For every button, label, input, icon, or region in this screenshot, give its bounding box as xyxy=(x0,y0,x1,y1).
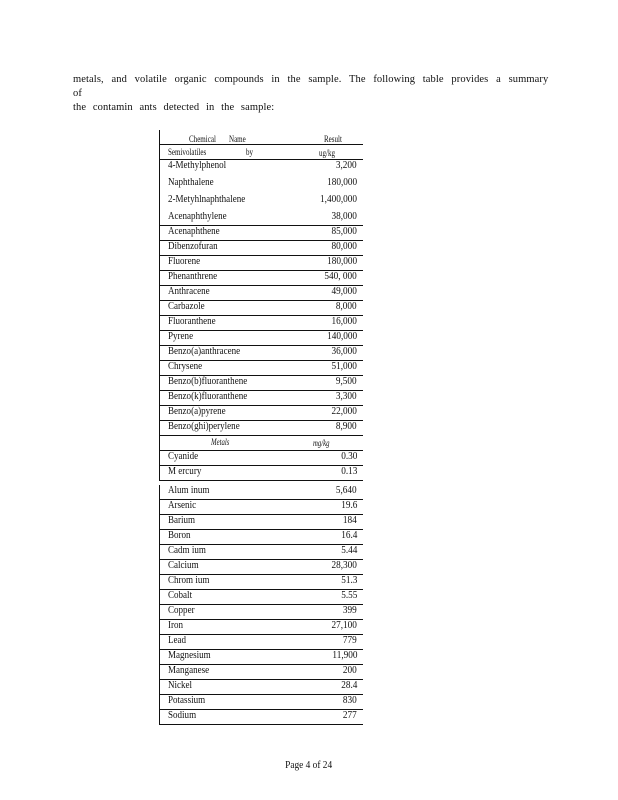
table-row xyxy=(159,695,363,710)
chemical-name: Cobalt xyxy=(168,590,193,601)
table-row xyxy=(159,545,363,560)
chemical-name: Phenanthrene xyxy=(168,271,218,282)
result-value: 5,640 xyxy=(336,485,357,496)
table-row xyxy=(159,665,363,680)
chemical-name: Fluoranthene xyxy=(168,316,216,327)
chemical-name: Magnesium xyxy=(168,650,211,661)
table-header xyxy=(159,130,363,144)
result-value: 51,000 xyxy=(331,361,357,372)
chemical-name: Dibenzofuran xyxy=(168,241,218,252)
table-row xyxy=(159,590,363,605)
result-value: 27,100 xyxy=(331,620,357,631)
table-row xyxy=(159,650,363,665)
table-row xyxy=(159,515,363,530)
table-row xyxy=(159,466,363,481)
table-row xyxy=(159,241,363,256)
result-value: 16.4 xyxy=(340,530,357,541)
result-value: 9,500 xyxy=(336,376,357,387)
result-value: 3,200 xyxy=(336,160,357,171)
table-row xyxy=(159,208,363,226)
metals-subheader xyxy=(159,436,363,451)
chemical-name: Calcium xyxy=(168,560,199,571)
result-value: 36,000 xyxy=(331,346,357,357)
chemical-name: Cyanide xyxy=(168,451,199,462)
result-value: 277 xyxy=(343,710,357,721)
chemical-name: Chrom ium xyxy=(168,575,210,586)
semivolatiles-table xyxy=(159,130,363,481)
chemical-name: Lead xyxy=(168,635,187,646)
result-value: 38,000 xyxy=(331,211,357,222)
metals-rows xyxy=(159,451,363,481)
chemical-name: Cadm ium xyxy=(168,545,206,556)
semivolatiles-rows xyxy=(159,160,363,436)
result-value: 399 xyxy=(343,605,357,616)
result-value: 0.30 xyxy=(340,451,357,462)
table-row xyxy=(159,560,363,575)
table-row xyxy=(159,191,363,208)
result-value: 184 xyxy=(343,515,357,526)
result-value: 8,900 xyxy=(336,421,357,432)
header-chemical: Chemical xyxy=(189,134,216,144)
result-value: 51.3 xyxy=(340,575,357,586)
intro-paragraph-line-1: metals, and volatile organic compounds in the sample. The following table provides a summary of xyxy=(73,74,549,99)
chemical-name: Carbazole xyxy=(168,301,205,312)
chemical-name: Pyrene xyxy=(168,331,194,342)
table-row xyxy=(159,361,363,376)
table-row xyxy=(159,256,363,271)
chemical-name: Nickel xyxy=(168,680,193,691)
result-value: 85,000 xyxy=(331,226,357,237)
chemical-name: Benzo(ghi)perylene xyxy=(168,421,240,432)
table-row xyxy=(159,575,363,590)
chemical-name: Manganese xyxy=(168,665,210,676)
subheader-semivolatiles: Semivolatiles xyxy=(168,147,207,157)
chemical-name: Benzo(a)pyrene xyxy=(168,406,226,417)
table-row xyxy=(159,680,363,695)
table-row xyxy=(159,635,363,650)
chemical-name: Fluorene xyxy=(168,256,201,267)
chemical-name: Benzo(k)fluoranthene xyxy=(168,391,248,402)
metals-unit: mg/kg xyxy=(313,438,330,448)
chemical-name: Benzo(b)fluoranthene xyxy=(168,376,248,387)
result-value: 180,000 xyxy=(326,256,357,267)
result-value: 140,000 xyxy=(326,331,357,342)
result-value: 11,900 xyxy=(331,650,357,661)
table-row xyxy=(159,301,363,316)
metals-label: Metals xyxy=(211,437,230,447)
result-value: 5.55 xyxy=(340,590,357,601)
chemical-name: Naphthalene xyxy=(168,177,214,188)
result-value: 540, 000 xyxy=(324,271,357,282)
metals-table xyxy=(159,485,363,725)
table-row xyxy=(159,605,363,620)
header-result: Result xyxy=(324,134,342,144)
result-value: 22,000 xyxy=(331,406,357,417)
chemical-name: Barium xyxy=(168,515,196,526)
result-value: 1,400,000 xyxy=(320,194,357,205)
chemical-name: Acenaphthylene xyxy=(168,211,227,222)
table-row xyxy=(159,316,363,331)
chemical-name: Potassium xyxy=(168,695,206,706)
table-row xyxy=(159,620,363,635)
table-row xyxy=(159,226,363,241)
result-value: 180,000 xyxy=(326,177,357,188)
chemical-name: Alum inum xyxy=(168,485,210,496)
table-row xyxy=(159,331,363,346)
result-value: 19.6 xyxy=(340,500,357,511)
header-name: Name xyxy=(229,134,246,144)
chemical-name: Chrysene xyxy=(168,361,203,372)
metals-table-rows xyxy=(159,485,363,725)
result-value: 28,300 xyxy=(331,560,357,571)
chemical-name: Boron xyxy=(168,530,191,541)
result-value: 830 xyxy=(343,695,357,706)
result-value: 3,300 xyxy=(336,391,357,402)
table-row xyxy=(159,160,363,174)
result-value: 8,000 xyxy=(336,301,357,312)
table-row xyxy=(159,421,363,436)
table-row xyxy=(159,376,363,391)
table-row xyxy=(159,710,363,725)
result-value: 28.4 xyxy=(340,680,357,691)
chemical-name: Copper xyxy=(168,605,195,616)
table-subheader xyxy=(159,144,363,160)
chemical-name: Arsenic xyxy=(168,500,197,511)
subheader-unit: ug/kg xyxy=(319,148,336,158)
result-value: 200 xyxy=(343,665,357,676)
result-value: 779 xyxy=(343,635,357,646)
table-row xyxy=(159,174,363,191)
chemical-name: Benzo(a)anthracene xyxy=(168,346,241,357)
chemical-name: 4-Methylphenol xyxy=(168,160,227,171)
intro-paragraph-line-2: the contamin ants detected in the sample: xyxy=(73,102,275,113)
table-row xyxy=(159,286,363,301)
result-value: 5.44 xyxy=(340,545,357,556)
page-footer xyxy=(0,759,618,771)
subheader-by: by xyxy=(246,147,254,157)
result-value: 16,000 xyxy=(331,316,357,327)
table-row xyxy=(159,451,363,466)
chemical-name: M ercury xyxy=(168,466,202,477)
page-number: Page 4 of 24 xyxy=(285,759,333,771)
table-row xyxy=(159,391,363,406)
table-row xyxy=(159,530,363,545)
chemical-name: 2-Metyhlnaphthalene xyxy=(168,194,246,205)
table-row xyxy=(159,406,363,421)
table-row xyxy=(159,271,363,286)
table-row xyxy=(159,346,363,361)
chemical-name: Sodium xyxy=(168,710,197,721)
result-value: 80,000 xyxy=(331,241,357,252)
table-row xyxy=(159,500,363,515)
result-value: 0.13 xyxy=(340,466,357,477)
chemical-name: Acenaphthene xyxy=(168,226,220,237)
chemical-name: Anthracene xyxy=(168,286,210,297)
table-row xyxy=(159,485,363,500)
chemical-name: Iron xyxy=(168,620,184,631)
result-value: 49,000 xyxy=(331,286,357,297)
